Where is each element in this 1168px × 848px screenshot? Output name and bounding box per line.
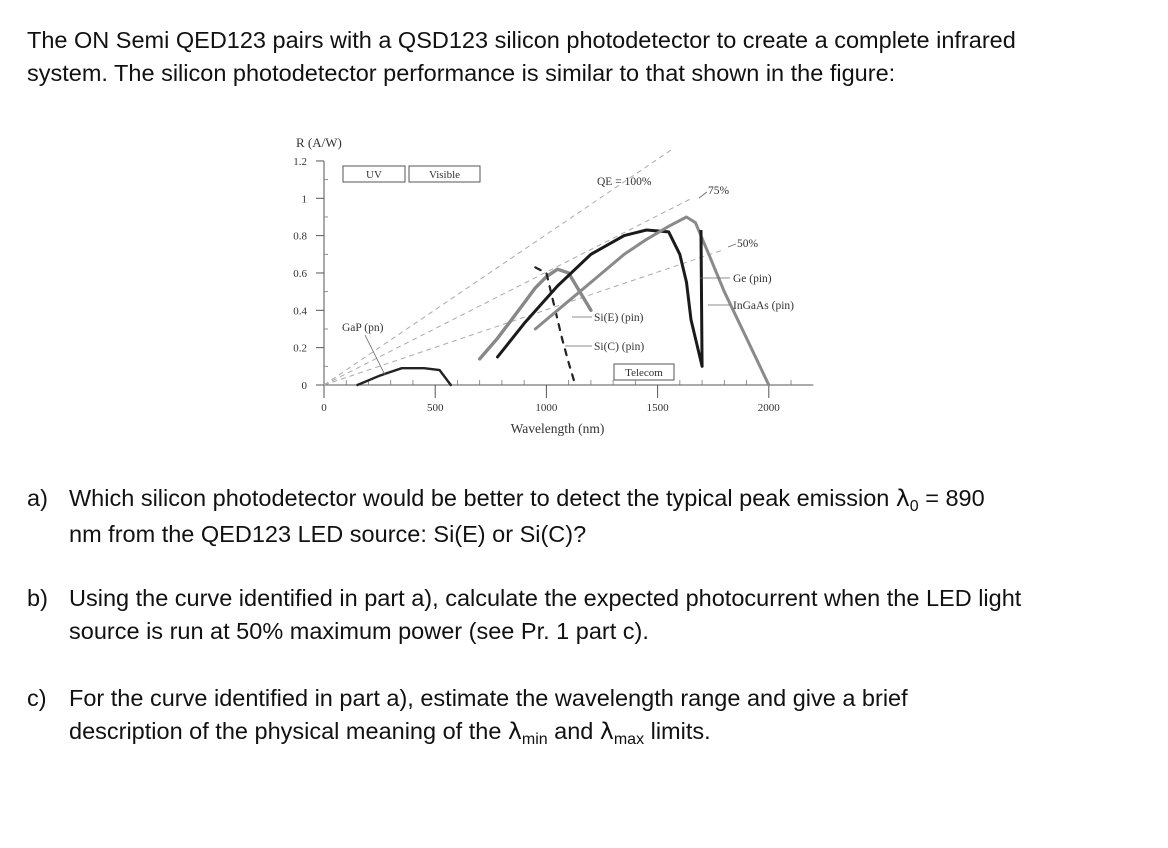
intro-line-1: The ON Semi QED123 pairs with a QSD123 silicon photodetector to create a complete infrared [27,27,1016,53]
y-tick-label: 0 [301,380,307,392]
x-axis-title: Wavelength (nm) [510,421,605,436]
ge-cutoff-line [701,230,702,366]
uv-box-label: UV [366,169,382,181]
question-c-marker: c) [27,685,47,711]
si-e-curve [480,269,591,359]
ge-label: Ge (pin) [733,273,772,285]
question-c-text-2-end: limits. [644,718,711,744]
x-tick-label: 1000 [535,402,558,414]
gap-curve [357,368,450,385]
x-tick-label: 0 [321,402,327,414]
qe-50-leader [728,244,736,247]
qe-line [324,199,691,385]
y-tick-label: 0.2 [293,342,307,355]
lambda-subscript-0: 0 [909,498,919,515]
lambda-subscript-min: min [521,731,548,748]
visible-box-label: Visible [428,169,461,181]
qe-50-label: 50% [737,238,759,250]
x-tick-label: 2000 [757,402,780,414]
question-a-text-1: Which silicon photodetector would be better to detect the typical peak emission [69,485,896,511]
intro-line-2: system. The silicon photodetector performance is similar to that shown in the figure: [27,60,896,86]
question-c-and: and [547,718,600,744]
question-c-text-2: description of the physical meaning of the [69,718,508,744]
qe-lines [324,150,724,385]
qe-75-leader [699,192,707,198]
x-tick-label: 500 [426,402,444,414]
telecom-box-label: Telecom [625,367,663,379]
si-e-label: Si(E) (pin) [594,312,644,324]
y-axis-title: R (A/W) [296,135,342,150]
question-b-text-1: Using the curve identified in part a), calculate the expected photocurrent when the LED light [69,585,1022,611]
question-c-text-1: For the curve identified in part a), estimate the wavelength range and give a brief [69,685,908,711]
y-tick-label: 0.8 [293,230,307,243]
si-c-label: Si(C) (pin) [594,341,645,353]
series-lines [357,217,768,385]
question-b-marker: b) [27,585,48,611]
ingaas-label: InGaAs (pin) [733,300,794,312]
problem-intro [27,24,1137,90]
question-c [27,682,1147,751]
si-c-curve [535,267,575,385]
qe-100-label: QE = 100% [597,176,652,188]
qe-75-label: 75% [708,185,730,197]
lambda-symbol: λ [895,484,910,512]
question-a-text-1-end: = 890 [918,485,985,511]
x-tick-label: 1500 [646,402,669,414]
question-a [27,482,1147,551]
question-b-text-2: source is run at 50% maximum power (see Pr. 1 part c). [69,618,649,644]
responsivity-figure [270,130,830,450]
lambda-symbol: λ [599,717,614,745]
qe-line [324,249,724,385]
y-tick-label: 0.6 [293,267,307,280]
question-a-marker: a) [27,485,48,511]
lambda-symbol: λ [507,717,522,745]
y-tick-label: 1.2 [293,155,307,168]
lambda-subscript-max: max [613,731,645,748]
y-tick-label: 0.4 [293,305,307,318]
question-a-text-2: nm from the QED123 LED source: Si(E) or Si(C)? [69,521,587,547]
question-b [27,582,1147,648]
y-tick-label: 1 [301,193,307,206]
gap-label: GaP (pn) [342,322,384,334]
